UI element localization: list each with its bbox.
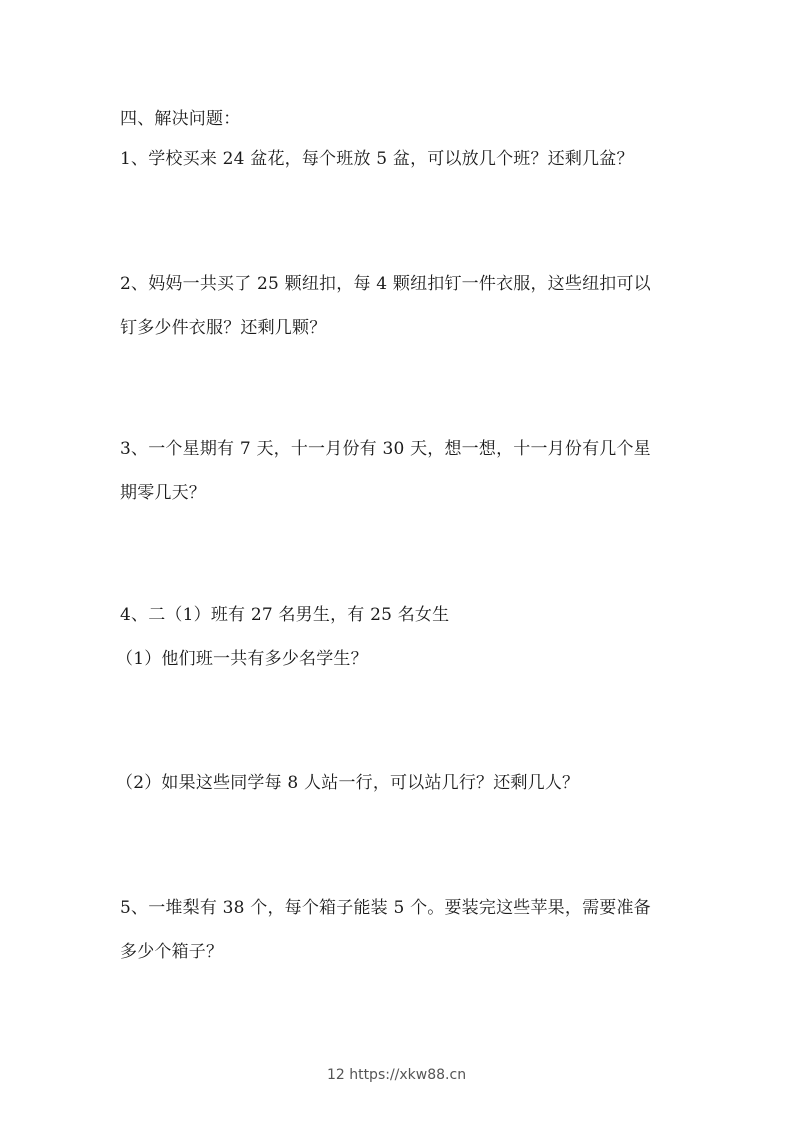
problem-1-line-1: 1、学校买来 24 盆花，每个班放 5 盆，可以放几个班？还剩几盆？ [120, 149, 634, 169]
section-title: 四、解决问题： [120, 109, 241, 129]
problem-4-subquestion-1: （1）他们班一共有多少名学生？ [116, 649, 368, 669]
problem-2-line-1: 2、妈妈一共买了 25 颗纽扣，每 4 颗纽扣钉一件衣服，这些纽扣可以 [120, 274, 651, 294]
page-footer: 12 https://xkw88.cn [326, 1067, 467, 1083]
problem-3-line-1: 3、一个星期有 7 天，十一月份有 30 天，想一想，十一月份有几个星 [120, 439, 651, 459]
problem-5-line-2: 多少个箱子？ [120, 942, 224, 962]
problem-2-line-2: 钉多少件衣服？还剩几颗？ [120, 318, 327, 338]
problem-3-line-2: 期零几天？ [120, 483, 206, 503]
problem-4-line-1: 4、二（1）班有 27 名男生，有 25 名女生 [120, 605, 450, 625]
problem-4-subquestion-2: （2）如果这些同学每 8 人站一行，可以站几行？还剩几人？ [116, 773, 580, 793]
problem-5-line-1: 5、一堆梨有 38 个，每个箱子能装 5 个。要装完这些苹果，需要准备 [120, 898, 651, 918]
